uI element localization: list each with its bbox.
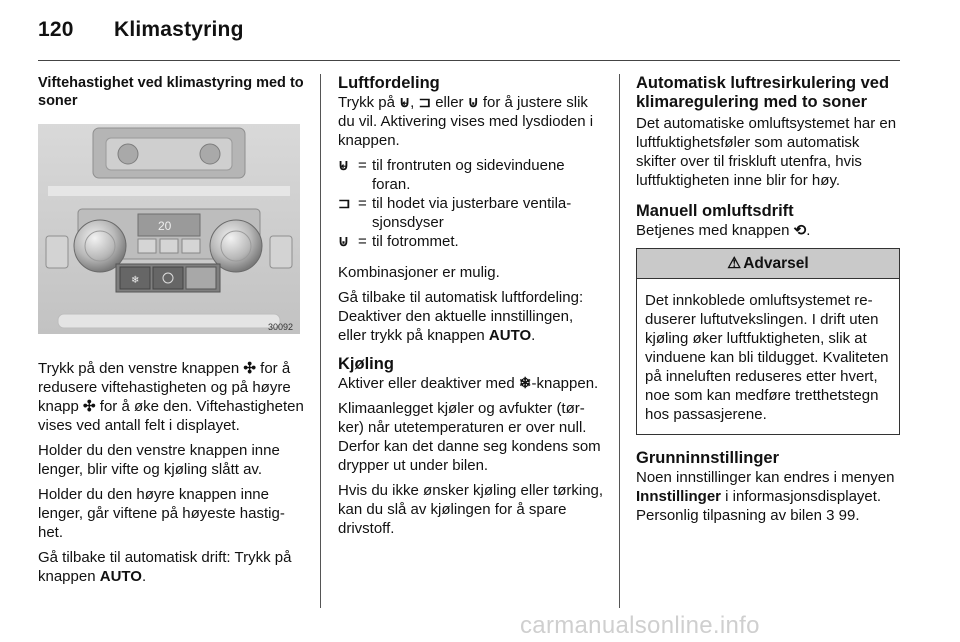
paragraph-fan-buttons: Trykk på den venstre knappen ✣ for å redusere viftehastigheten og på høyre knapp ✣ for å øke den. Viftehastigheten vises ved antall felt i displayet. (38, 360, 304, 434)
paragraph-auto-return: Gå tilbake til automatisk drift: Trykk på knappen AUTO. (38, 549, 292, 585)
auto-keyword: AUTO (488, 327, 532, 344)
column-divider-1 (320, 74, 321, 608)
column-divider-2 (619, 74, 620, 608)
section-heading-basic-settings: Grunninnstillinger (636, 449, 779, 467)
warning-triangle-icon: ⚠ (727, 255, 742, 272)
list-item: ⊐ = til hodet via justerbare ventilasjonsdyser (338, 195, 572, 231)
section-heading-air-distribution: Luftfordeling (338, 74, 440, 92)
feet-airflow-icon: ⊍ (338, 233, 349, 250)
column-3 (636, 74, 900, 531)
windscreen-airflow-icon: ⊌ (399, 94, 411, 111)
climate-panel-photo (38, 124, 300, 334)
list-item: ⊌ = til frontruten og sidevinduene foran. (338, 157, 565, 193)
panel-button-glyph: ❄ (131, 275, 140, 286)
page-reference-arrow-icon: 3 (826, 507, 835, 524)
warning-body: Det innkoblede omluftsystemet reduserer luftutvekslingen. I drift uten kjøling øker luftfuktigheten, slik at vinduene kan bli tildugget. Kvaliteten på inneluften reduseres etter hvert, noe som kan medføre tretthetstegn hos passasjerene. (645, 292, 889, 423)
watermark: carmanualsonline.info (520, 612, 760, 639)
section-heading-auto-recirculation: Automatisk luftresirkulering ved klimaregulering med to soner (636, 74, 890, 111)
paragraph-right-hold: Holder du den høyre knappen inne lenger, går viftene på høyeste hastighet. (38, 486, 285, 541)
warning-header (637, 249, 899, 279)
settings-keyword: Innstillinger (636, 488, 722, 505)
page-header (38, 18, 244, 42)
paragraph-manual-recirculation: Betjenes med knappen ⟲. (636, 222, 811, 239)
list-item: ⊍ = til fotrommet. (338, 233, 459, 250)
page-number: 120 (38, 18, 74, 41)
airflow-definition-list (338, 156, 604, 251)
fan-icon: ✣ (83, 398, 96, 415)
feet-airflow-icon: ⊍ (467, 94, 479, 111)
page-reference: 99. (834, 507, 860, 524)
paragraph-auto-recirculation: Det automatiske omluftsystemet har en luftfuktighetsføler som automatisk skifter over til friskluft utenfra, hvis luftfuktigheten inne blir for høy. (636, 115, 897, 189)
head-airflow-icon: ⊐ (338, 195, 351, 212)
section-heading-manual-recirculation: Manuell omluftsdrift (636, 202, 794, 220)
panel-display-temp: 20 (158, 219, 172, 233)
page-title: Klimastyring (114, 18, 244, 41)
paragraph-distribution-intro: Trykk på ⊌, ⊐ eller ⊍ for å justere slik du vil. Aktivering vises med lysdioden i knappen. (338, 94, 594, 149)
warning-box (636, 248, 900, 435)
header-rule (38, 60, 900, 61)
paragraph-auto-distribution: Gå tilbake til automatisk luftfordeling: Deaktiver den aktuelle innstillingen, eller trykk på knappen AUTO. (338, 289, 584, 344)
paragraph-cooling-toggle: Aktiver eller deaktiver med ❄-knappen. (338, 375, 599, 392)
snowflake-icon: ❄ (518, 375, 532, 392)
paragraph-left-hold: Holder du den venstre knappen inne lenger, blir vifte og kjøling slått av. (38, 442, 280, 478)
fan-icon: ✣ (243, 360, 256, 377)
column-2 (338, 74, 604, 544)
paragraph-basic-settings: Noen innstillinger kan endres i menyen Innstillinger i informasjonsdisplayet. Personlig tilpasning av bilen 3 99. (636, 469, 895, 524)
paragraph-cooling-condensation: Klimaanlegget kjøler og avfukter (tørker) når utetemperaturen er over null. Derfor kan det danne seg kondens som drypper ut under bilen. (338, 400, 601, 474)
image-code: 30092 (268, 322, 294, 332)
auto-keyword: AUTO (99, 568, 142, 585)
column-1 (38, 74, 304, 592)
head-airflow-icon: ⊐ (418, 94, 432, 111)
section-heading-fan-speed: Viftehastighet ved klimastyring med to soner (38, 75, 304, 109)
warning-title: Advarsel (743, 255, 809, 272)
windscreen-airflow-icon: ⊌ (338, 157, 349, 174)
paragraph-combinations: Kombinasjoner er mulig. (338, 264, 500, 281)
recirculation-icon: ⟲ (793, 222, 807, 239)
paragraph-cooling-off: Hvis du ikke ønsker kjøling eller tørking, kan du slå av kjølingen for å spare drivstoff. (338, 482, 604, 537)
section-heading-cooling: Kjøling (338, 355, 394, 373)
